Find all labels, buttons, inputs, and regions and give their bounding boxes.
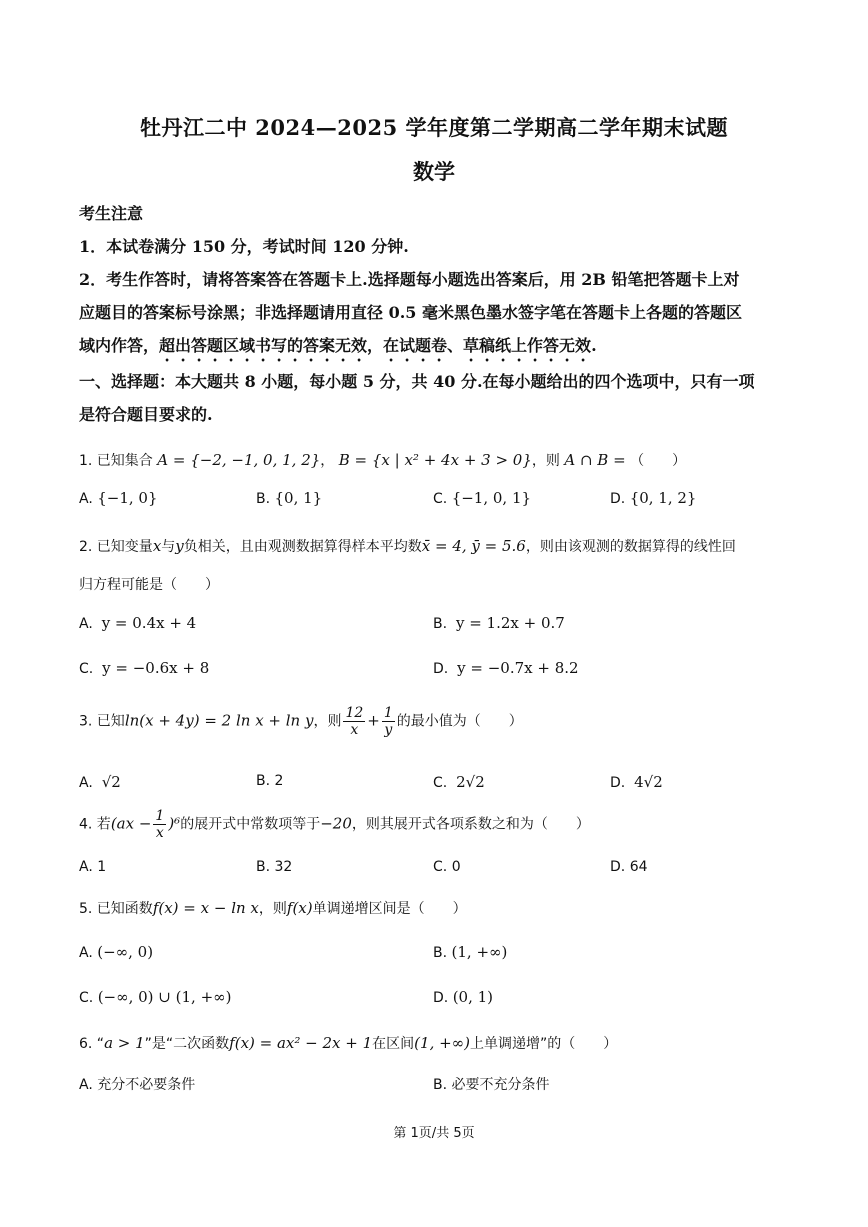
q6-text-d: 上单调递增”的（ ） [470, 1036, 618, 1052]
q4-expr-a: (ax − [110, 814, 152, 833]
question-1-stem [79, 450, 686, 470]
page-number: 第 1页/共 5页 [393, 1126, 475, 1141]
notice-line-4c: ， [367, 336, 384, 355]
q4-text-b: 的展开式中常数项等于 [180, 816, 321, 833]
q4-value: −20 [320, 814, 352, 833]
notice-emphasis-1: 超出答题区域书写的答案无效 [159, 336, 368, 355]
notice-line-2: 2．考生作答时，请将答案答在答题卡上.选择题每小题选出答案后，用 2B 铅笔把答题卡上对 [79, 270, 740, 289]
question-2-stem [79, 536, 736, 556]
q3-option-c: C. 2√2 [433, 773, 485, 791]
q3-option-d: D. 4√2 [610, 773, 663, 791]
exam-subject: 数学 [413, 159, 455, 184]
q3-plus: + [367, 711, 380, 730]
q2-var-x: x [152, 537, 162, 555]
q5-text-a: 5. 已知函数 [79, 901, 153, 917]
notice-line-3: 应题目的答案标号涂黑；非选择题请用直径 0.5 毫米黑色墨水签字笔在答题卡上各题的答题区 [79, 303, 742, 322]
q1-option-b: B. {0, 1} [256, 489, 323, 507]
q4-expr-b: )⁶ [168, 814, 181, 833]
q3-fraction-2: $\frac{1}{y}$ [383, 705, 393, 738]
q3-text-a: 3. 已知 [79, 713, 125, 730]
q2-option-b: B. y = 1.2x + 0.7 [433, 614, 565, 632]
q2-option-c: C. y = −0.6x + 8 [79, 659, 210, 677]
q1-set-b: B = {x | x² + 4x + 3 > 0} [338, 451, 532, 469]
q6-interval: (1, +∞) [414, 1034, 471, 1052]
q6-text-b: ”是“二次函数 [144, 1036, 230, 1052]
q1-text-b: ，则 [531, 453, 560, 469]
q2-text-b: 负相关，且由观测数据算得样本平均数 [183, 539, 422, 555]
q6-condition: a > 1 [104, 1034, 145, 1052]
q4-fraction: $\frac{1}{x}$ [155, 808, 165, 841]
section-heading-line-2: 是符合题目要求的. [79, 405, 213, 424]
notice-line-4 [79, 333, 597, 365]
q4-option-b: B. 32 [256, 859, 293, 875]
q1-separator: ， [320, 453, 335, 469]
q6-text-a: 6. “ [79, 1036, 105, 1052]
question-2-stem-cont: 归方程可能是（ ） [79, 577, 219, 593]
q1-text-a: 1. 已知集合 [79, 453, 153, 469]
q1-option-c: C. {−1, 0, 1} [433, 489, 532, 507]
q5-text-c: 单调递增区间是（ ） [312, 901, 467, 917]
q5-option-b: B. (1, +∞) [433, 943, 508, 961]
q4-option-c: C. 0 [433, 859, 461, 875]
q3-option-b: B. 2 [256, 773, 284, 789]
q5-function: f(x) = x − ln x [152, 899, 259, 917]
notice-emphasis-2: 在试题卷、草稿纸上作答无效 [383, 336, 592, 355]
q2-means: x̄ = 4, ȳ = 5.6 [421, 537, 526, 555]
notice-line-1: 1．本试卷满分 150 分，考试时间 120 分钟. [79, 237, 409, 256]
q5-text-b: ，则 [258, 901, 287, 917]
q5-option-d: D. (0, 1) [433, 988, 494, 1006]
q1-option-a: A. {−1, 0} [79, 489, 158, 507]
q2-option-d: D. y = −0.7x + 8.2 [433, 659, 579, 677]
q6-option-a: A. 充分不必要条件 [79, 1077, 196, 1093]
q2-var-y: y [175, 537, 184, 555]
q2-text-c: ，则由该观测的数据算得的线性回 [525, 539, 736, 555]
q1-answer-blank: （ ） [630, 453, 687, 469]
q1-expression: A ∩ B = [564, 451, 626, 469]
question-6-stem [79, 1033, 617, 1053]
q4-option-d: D. 64 [610, 859, 648, 875]
section-heading-line-1: 一、选择题：本大题共 8 小题，每小题 5 分，共 40 分.在每小题给出的四个选项中，只有一项 [79, 372, 755, 391]
question-4-stem [79, 808, 590, 841]
q2-option-a: A. y = 0.4x + 4 [79, 614, 197, 632]
q5-option-a: A. (−∞, 0) [79, 943, 154, 961]
q3-text-c: 的最小值为（ ） [396, 713, 523, 730]
q3-fraction-1: $\frac{12}{x}$ [345, 705, 364, 738]
q5-option-c: C. (−∞, 0) ∪ (1, +∞) [79, 988, 232, 1006]
question-3-stem [79, 705, 523, 738]
q1-set-a: A = {−2, −1, 0, 1, 2} [157, 451, 321, 469]
q4-option-a: A. 1 [79, 859, 107, 875]
q5-fx: f(x) [286, 899, 313, 917]
q2-and: 与 [161, 539, 176, 555]
q3-text-b: ，则 [313, 713, 342, 730]
exam-title: 牡丹江二中 2024—2025 学年度第二学期高二学年期末试题 [139, 115, 728, 140]
q6-option-b: B. 必要不充分条件 [433, 1077, 550, 1093]
q4-text-c: ，则其展开式各项系数之和为（ ） [351, 816, 590, 833]
q6-function: f(x) = ax² − 2x + 1 [229, 1034, 373, 1052]
notice-heading: 考生注意 [79, 204, 144, 223]
q2-text-a: 2. 已知变量 [79, 539, 153, 555]
question-5-stem [79, 898, 467, 918]
q3-option-a: A. √2 [79, 773, 121, 791]
q4-text-a: 4. 若 [79, 816, 111, 833]
notice-line-4a: 域内作答， [79, 336, 160, 355]
q6-text-c: 在区间 [372, 1036, 415, 1052]
q1-option-d: D. {0, 1, 2} [610, 489, 697, 507]
notice-line-4e: . [591, 336, 597, 355]
q3-equation: ln(x + 4y) = 2 ln x + ln y [124, 711, 314, 730]
